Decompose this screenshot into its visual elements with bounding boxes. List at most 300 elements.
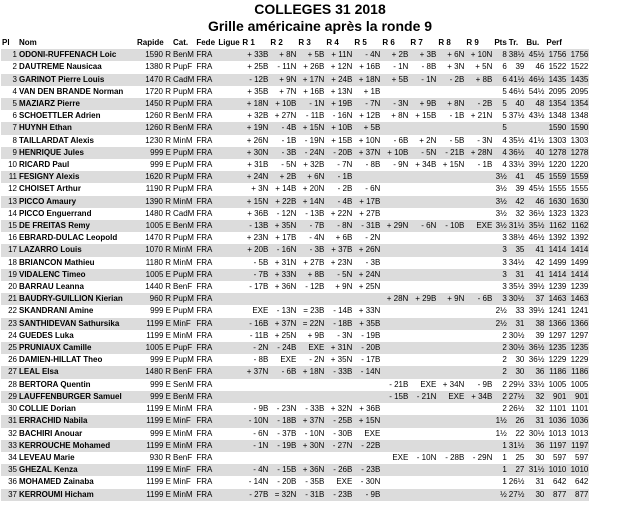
table-cell: ODONI-RUFFENACH Loic: [18, 49, 136, 61]
table-cell: 18: [8, 257, 17, 267]
table-cell: + 9N: [437, 293, 465, 305]
table-cell: [297, 379, 325, 391]
table-cell: 1: [493, 464, 507, 476]
table-cell: + 31B: [247, 160, 269, 170]
table-cell: + 36N: [274, 282, 297, 292]
table-cell: + 16B: [303, 86, 325, 96]
table-cell: + 20B: [241, 244, 269, 256]
table-cell: - 17B: [249, 282, 269, 292]
table-cell: [217, 452, 241, 464]
table-cell: 43½: [528, 111, 545, 121]
table-cell: - 28B: [445, 452, 465, 462]
table-cell: 46½: [528, 233, 545, 243]
table-cell: 1720 R: [145, 86, 171, 96]
table-cell: 3: [493, 244, 507, 256]
table-cell: EXE: [252, 306, 269, 316]
table-cell: MinM: [172, 440, 195, 452]
table-row: [1, 452, 589, 464]
table-cell: [217, 220, 241, 232]
table-cell: - 4N: [241, 464, 269, 476]
table-cell: 1630: [545, 196, 567, 208]
table-cell: + 9N: [269, 74, 297, 86]
table-cell: FRA: [196, 428, 213, 438]
table-cell: 999 E: [150, 428, 171, 438]
table-cell: - 12B: [241, 74, 269, 86]
table-cell: - 29N: [472, 452, 493, 462]
table-cell: [437, 476, 465, 488]
table-cell: [217, 208, 241, 220]
table-cell: FRA: [195, 489, 217, 501]
table-cell: + 30N: [241, 147, 269, 159]
table-cell: [409, 342, 437, 354]
table-cell: + 30N: [297, 440, 325, 452]
table-cell: FRA: [195, 196, 217, 208]
table-cell: FRA: [195, 269, 217, 281]
table-cell: [465, 476, 493, 488]
table-cell: + 8N: [391, 111, 409, 121]
table-cell: [437, 183, 465, 195]
table-cell: RICARD Paul: [19, 160, 70, 170]
table-cell: [437, 415, 465, 427]
table-cell: - 30N: [360, 477, 381, 487]
table-cell: + 37N: [297, 415, 325, 427]
table-cell: [437, 403, 465, 415]
table-cell: + 13N: [330, 86, 353, 96]
table-cell: - 21N: [409, 391, 437, 403]
table-cell: - 1N: [409, 74, 437, 86]
table-cell: - 16N: [332, 111, 353, 121]
table-cell: + 10B: [269, 98, 297, 110]
table-cell: 11: [1, 171, 18, 183]
table-row: [1, 489, 589, 501]
table-cell: [381, 171, 409, 183]
table-cell: 1590: [545, 122, 567, 134]
table-cell: [409, 489, 437, 501]
table-cell: 32: [8, 428, 17, 438]
table-cell: BAUDRY-GUILLION Kierian: [18, 293, 136, 305]
table-cell: MinF: [173, 477, 191, 487]
table-cell: 31: [1, 415, 18, 427]
table-row: [1, 220, 589, 232]
table-cell: - 19B: [269, 440, 297, 452]
table-cell: 7: [1, 122, 18, 134]
table-cell: [409, 428, 437, 440]
table-cell: 31: [525, 415, 545, 427]
table-cell: - 1N: [241, 440, 269, 452]
table-cell: - 3B: [365, 257, 381, 267]
table-cell: 37½: [508, 111, 525, 121]
table-cell: [241, 293, 269, 305]
table-cell: 1260 R: [136, 122, 172, 134]
table-cell: GUEDES Luka: [19, 330, 74, 340]
table-cell: 3½: [493, 220, 507, 232]
table-cell: 15: [1, 220, 18, 232]
table-cell: FRA: [196, 452, 213, 462]
table-cell: [465, 196, 493, 208]
table-cell: 31: [535, 477, 545, 487]
table-cell: - 14B: [333, 306, 353, 316]
table-cell: 597: [575, 452, 589, 462]
table-cell: + 24N: [353, 269, 381, 281]
table-cell: - 2N: [365, 233, 381, 243]
table-cell: - 12B: [305, 282, 325, 292]
column-header: Pts: [494, 38, 507, 47]
table-cell: BenM: [173, 111, 194, 121]
table-cell: DE FREITAS Remy: [18, 220, 136, 232]
table-cell: + 22B: [269, 196, 297, 208]
table-cell: 2: [502, 330, 507, 340]
table-cell: 1235: [567, 342, 589, 354]
table-cell: [217, 147, 241, 159]
table-cell: - 5B: [449, 135, 465, 145]
table-cell: [465, 318, 493, 330]
table-cell: 26½: [508, 404, 525, 414]
table-cell: 46½: [508, 86, 525, 96]
table-cell: [409, 257, 437, 269]
table-cell: 2: [493, 342, 507, 354]
table-cell: 36½: [528, 208, 545, 218]
table-cell: PupM: [173, 233, 194, 243]
table-cell: [217, 86, 241, 98]
table-cell: 4: [502, 135, 507, 145]
table-cell: 1756: [567, 49, 589, 61]
table-row: [1, 415, 589, 427]
table-cell: BACHIRI Anouar: [19, 428, 83, 438]
table-cell: 40: [525, 147, 545, 159]
table-cell: + 19B: [325, 98, 353, 110]
table-cell: 26½: [508, 477, 525, 487]
table-cell: MinM: [172, 196, 195, 208]
table-cell: - 8B: [365, 160, 381, 170]
table-row: [1, 330, 589, 342]
table-cell: 1197: [567, 440, 589, 452]
table-cell: + 14N: [297, 196, 325, 208]
table-cell: 1241: [548, 306, 567, 316]
table-cell: - 25B: [325, 415, 353, 427]
column-header: Nom: [19, 38, 37, 47]
table-cell: - 5N: [281, 160, 297, 170]
table-cell: + 27B: [303, 257, 325, 267]
table-cell: [381, 232, 409, 244]
column-header: R 9: [466, 38, 479, 47]
table-cell: [409, 318, 437, 330]
table-cell: FRA: [196, 355, 213, 365]
table-cell: 41½: [508, 74, 526, 86]
table-cell: FRA: [195, 171, 217, 183]
table-cell: 1005: [548, 379, 567, 389]
table-cell: [409, 415, 437, 427]
table-cell: FRA: [195, 147, 217, 159]
table-cell: [381, 281, 409, 293]
table-cell: 32: [535, 404, 545, 414]
table-cell: [241, 391, 269, 403]
table-cell: [465, 183, 493, 195]
table-cell: 1366: [545, 318, 567, 330]
table-cell: 1101: [549, 404, 567, 414]
table-row: [1, 428, 589, 440]
table-cell: - 27B: [241, 489, 269, 501]
table-cell: [465, 489, 493, 501]
table-row: [1, 391, 589, 403]
table-cell: 1162: [545, 220, 567, 232]
table-cell: - 1N: [297, 98, 325, 110]
table-cell: PupM: [172, 147, 195, 159]
table-cell: 1005 E: [136, 269, 172, 281]
table-cell: [217, 257, 241, 269]
table-cell: 37: [525, 293, 545, 305]
table-cell: MinM: [173, 257, 193, 267]
table-cell: CadM: [173, 208, 195, 218]
table-cell: MinM: [172, 489, 195, 501]
table-cell: [353, 391, 381, 403]
table-cell: 1199 E: [136, 440, 172, 452]
table-cell: FRA: [195, 49, 217, 61]
table-cell: [217, 232, 241, 244]
table-cell: 1220: [570, 160, 589, 170]
table-cell: EXE: [392, 452, 409, 462]
table-cell: [409, 440, 437, 452]
table-cell: + 34B: [415, 160, 437, 170]
table-row: [1, 403, 589, 415]
table-cell: 3½: [493, 171, 507, 183]
table-cell: FRA: [195, 415, 217, 427]
table-row: [1, 74, 589, 86]
column-header: R 1: [242, 38, 255, 47]
table-cell: 6: [12, 111, 17, 121]
table-cell: [269, 391, 297, 403]
table-cell: - 5B: [253, 257, 269, 267]
table-cell: 30½: [508, 342, 526, 354]
table-cell: [409, 86, 437, 98]
table-cell: 1354: [545, 98, 567, 110]
page-header: [0, 0, 640, 35]
table-row: [1, 281, 589, 293]
table-cell: MinF: [172, 464, 195, 476]
table-cell: GHEZAL Kenza: [18, 464, 136, 476]
table-cell: 27: [508, 464, 526, 476]
table-cell: - 5N: [409, 147, 437, 159]
table-cell: - 20B: [353, 342, 381, 354]
table-cell: MinF: [172, 415, 195, 427]
table-cell: - 9B: [253, 404, 269, 414]
table-cell: PupF: [172, 342, 195, 354]
table-cell: + 7N: [279, 86, 297, 96]
table-cell: 29½: [508, 379, 525, 389]
column-header: R 3: [298, 38, 311, 47]
table-cell: FESIGNY Alexis: [18, 171, 136, 183]
column-header: Bu.: [526, 38, 540, 47]
table-cell: - 31B: [297, 489, 325, 501]
table-cell: 1186: [567, 366, 589, 378]
table-cell: 3½: [495, 208, 507, 218]
table-cell: [353, 171, 381, 183]
table-cell: + 1B: [363, 86, 381, 96]
table-cell: [217, 110, 241, 122]
table-cell: [217, 489, 241, 501]
table-cell: + 29N: [381, 220, 409, 232]
table-cell: [217, 98, 241, 110]
table-cell: 1499: [548, 257, 567, 267]
table-cell: + 15N: [353, 415, 381, 427]
table-cell: [217, 379, 241, 391]
table-cell: - 14N: [353, 366, 381, 378]
table-cell: 41: [508, 171, 526, 183]
table-cell: BARRAU Leanna: [19, 282, 84, 292]
table-cell: 39½: [528, 160, 545, 170]
table-cell: 2095: [548, 86, 567, 96]
table-cell: 1392: [548, 233, 567, 243]
table-cell: [465, 86, 493, 98]
table-cell: 1278: [567, 147, 589, 159]
table-cell: + 28N: [381, 293, 409, 305]
table-cell: 27½: [508, 489, 526, 501]
table-cell: FRA: [195, 98, 217, 110]
table-cell: FRA: [196, 135, 213, 145]
table-cell: 10: [8, 160, 17, 170]
table-cell: + 6N: [437, 49, 465, 61]
table-cell: - 23N: [276, 404, 297, 414]
table-cell: [217, 440, 241, 452]
table-cell: + 27B: [359, 208, 381, 218]
table-cell: + 15N: [297, 122, 325, 134]
table-cell: 35: [1, 464, 18, 476]
table-cell: + 25B: [247, 62, 269, 72]
table-cell: [437, 122, 465, 134]
table-cell: 1555: [570, 184, 589, 194]
table-cell: - 10B: [437, 220, 465, 232]
table-cell: 31: [508, 318, 526, 330]
table-cell: 35½: [508, 135, 525, 145]
table-cell: 5: [493, 122, 507, 134]
table-cell: [381, 476, 409, 488]
table-cell: 33: [1, 440, 18, 452]
table-cell: [217, 269, 241, 281]
table-cell: 6: [502, 62, 507, 72]
table-cell: MinM: [173, 330, 193, 340]
table-cell: BERTORA Quentin: [19, 379, 91, 389]
table-cell: [437, 342, 465, 354]
table-cell: [269, 293, 297, 305]
table-cell: [217, 183, 241, 195]
table-cell: FRA: [196, 477, 213, 487]
table-cell: 41½: [528, 135, 545, 145]
table-cell: 30½: [508, 330, 525, 340]
table-cell: - 16N: [269, 244, 297, 256]
table-cell: 5: [1, 98, 18, 110]
table-cell: 1470 R: [145, 233, 171, 243]
table-cell: [409, 122, 437, 134]
table-cell: 38: [525, 318, 545, 330]
table-cell: 5: [493, 98, 507, 110]
table-cell: 36: [8, 477, 17, 487]
table-cell: 35½: [508, 282, 525, 292]
table-cell: 22: [8, 306, 17, 316]
table-cell: BenM: [172, 122, 195, 134]
table-cell: 17: [1, 244, 18, 256]
table-cell: [465, 257, 493, 269]
table-cell: + 15B: [331, 135, 353, 145]
table-cell: 22: [515, 428, 525, 438]
table-cell: FRA: [195, 366, 217, 378]
table-cell: 1278: [545, 147, 567, 159]
table-cell: MinM: [173, 135, 193, 145]
table-cell: 1: [502, 477, 507, 487]
table-cell: 42: [508, 196, 526, 208]
table-cell: 45½: [525, 49, 545, 61]
table-cell: + 35B: [353, 318, 381, 330]
table-cell: [437, 440, 465, 452]
table-cell: + 25N: [274, 330, 297, 340]
table-cell: 39: [515, 62, 525, 72]
table-cell: FRA: [195, 293, 217, 305]
column-header: R 8: [438, 38, 451, 47]
table-cell: PRUNIAUX Camille: [18, 342, 136, 354]
table-cell: ERRACHID Nabila: [18, 415, 136, 427]
table-cell: 29: [1, 391, 18, 403]
table-cell: [437, 269, 465, 281]
table-cell: 1190 R: [145, 184, 171, 194]
table-cell: FRA: [196, 184, 213, 194]
table-cell: VAN DEN BRANDE Norman: [19, 86, 124, 96]
table-cell: [465, 305, 493, 317]
table-cell: 1010: [545, 464, 567, 476]
table-cell: 960 R: [136, 293, 172, 305]
table-cell: LAZARRO Louis: [18, 244, 136, 256]
table-cell: + 15N: [442, 160, 465, 170]
table-cell: 3: [493, 269, 507, 281]
table-cell: 2: [502, 404, 507, 414]
table-cell: [217, 135, 241, 147]
table-cell: 1435: [567, 74, 589, 86]
table-cell: [381, 183, 409, 195]
table-cell: 1323: [570, 208, 589, 218]
table-cell: 3: [502, 282, 507, 292]
table-cell: 1620 R: [136, 171, 172, 183]
table-cell: - 4B: [269, 122, 297, 134]
table-row: [1, 135, 589, 147]
table-cell: 33½: [528, 379, 545, 389]
table-cell: 1590: [567, 122, 589, 134]
table-cell: 31½: [508, 220, 526, 232]
table-cell: [465, 403, 493, 415]
table-cell: [465, 428, 493, 440]
table-cell: BenF: [173, 452, 193, 462]
table-cell: [241, 452, 269, 464]
table-cell: 46: [535, 62, 545, 72]
table-cell: - 26B: [325, 464, 353, 476]
table-cell: [381, 440, 409, 452]
table-cell: 23: [1, 318, 18, 330]
table-cell: + 23N: [330, 257, 353, 267]
table-cell: + 10N: [358, 135, 381, 145]
table-cell: - 18B: [269, 415, 297, 427]
table-cell: [381, 269, 409, 281]
table-cell: KERROUMI Hicham: [18, 489, 136, 501]
table-cell: MinM: [173, 404, 193, 414]
table-cell: 3½: [493, 196, 507, 208]
table-cell: - 2B: [337, 184, 353, 194]
table-cell: + 6B: [335, 233, 353, 243]
table-cell: 36½: [525, 342, 545, 354]
table-cell: + 24B: [325, 74, 353, 86]
table-cell: [465, 366, 493, 378]
table-cell: + 37N: [353, 147, 381, 159]
column-header: R 4: [326, 38, 339, 47]
table-cell: + 26N: [246, 135, 269, 145]
table-cell: 1559: [545, 171, 567, 183]
table-cell: + 21N: [470, 111, 493, 121]
table-cell: [465, 232, 493, 244]
